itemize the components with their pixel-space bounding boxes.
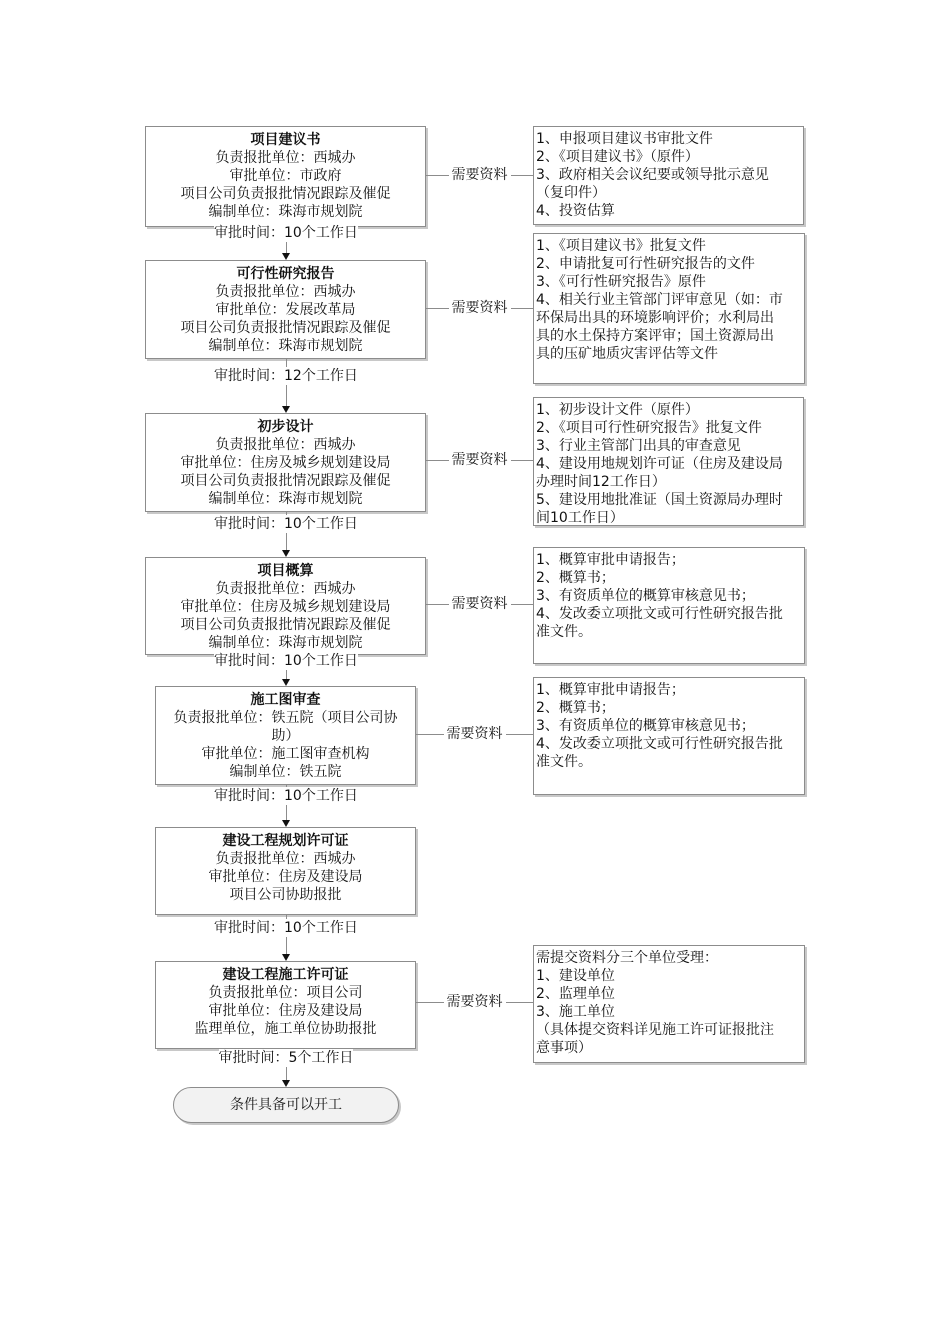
requirement-line: 1、初步设计文件（原件） bbox=[536, 402, 699, 418]
approval-time: 审批时间：5个工作日 bbox=[218, 1050, 354, 1066]
stage-detail-line: 负责报批单位：项目公司 bbox=[208, 985, 363, 1001]
requirement-line: 2、概算书； bbox=[536, 700, 615, 716]
requirement-line: 3、行业主管部门出具的审查意见 bbox=[536, 438, 741, 454]
stage-detail-line: 编制单位：珠海市规划院 bbox=[208, 204, 363, 220]
requirement-line: 4、投资估算 bbox=[536, 203, 615, 219]
connector-label: 需要资料 bbox=[444, 993, 506, 1011]
stage-detail-line: 负责报批单位：西城办 bbox=[215, 851, 356, 867]
requirement-line: 具的压矿地质灾害评估等文件 bbox=[536, 346, 718, 362]
connector-label: 需要资料 bbox=[449, 451, 511, 469]
requirement-line: 1、概算审批申请报告； bbox=[536, 552, 685, 568]
requirement-line: 具的水土保持方案评审；国土资源局出 bbox=[536, 328, 774, 344]
stage-detail-line: 审批单位：市政府 bbox=[229, 168, 342, 184]
requirement-line: 4、相关行业主管部门评审意见（如：市 bbox=[536, 292, 783, 308]
approval-time: 审批时间：10个工作日 bbox=[214, 788, 358, 804]
stage-detail-line: 负责报批单位：西城办 bbox=[215, 150, 356, 166]
stage-detail-line: 负责报批单位：西城办 bbox=[215, 437, 356, 453]
requirement-line: 3、施工单位 bbox=[536, 1004, 615, 1020]
requirement-line: 3、有资质单位的概算审核意见书； bbox=[536, 588, 755, 604]
requirements-box bbox=[533, 677, 805, 795]
requirement-line: 4、发改委立项批文或可行性研究报告批 bbox=[536, 606, 783, 622]
stage-detail-line: 项目公司负责报批情况跟踪及催促 bbox=[180, 186, 391, 202]
requirement-line: 2、申请批复可行性研究报告的文件 bbox=[536, 256, 755, 272]
stage-detail-line: 编制单位：珠海市规划院 bbox=[208, 338, 363, 354]
requirement-line: 1、建设单位 bbox=[536, 968, 615, 984]
stage-detail-line: 审批单位：住房及城乡规划建设局 bbox=[180, 455, 391, 471]
stage-detail-line: 项目公司负责报批情况跟踪及催促 bbox=[180, 617, 391, 633]
stage-detail-line: 审批单位：住房及城乡规划建设局 bbox=[180, 599, 391, 615]
requirement-line: 4、发改委立项批文或可行性研究报告批 bbox=[536, 736, 783, 752]
requirement-line: 1、申报项目建议书审批文件 bbox=[536, 131, 713, 147]
approval-time: 审批时间：10个工作日 bbox=[214, 516, 358, 532]
stage-detail-line: 负责报批单位：西城办 bbox=[215, 581, 356, 597]
stage-title: 项目概算 bbox=[257, 563, 314, 579]
requirement-line: （复印件） bbox=[536, 185, 606, 201]
requirement-line: 5、建设用地批准证（国土资源局办理时 bbox=[536, 492, 783, 508]
start-construction-terminal: 条件具备可以开工 bbox=[173, 1087, 399, 1123]
stage-detail-line: 项目公司负责报批情况跟踪及催促 bbox=[180, 473, 391, 489]
arrow-down-icon bbox=[282, 820, 290, 827]
requirement-line: 办理时间12工作日） bbox=[536, 474, 666, 490]
approval-time: 审批时间：10个工作日 bbox=[214, 920, 358, 936]
arrow-down-icon bbox=[282, 550, 290, 557]
connector-label: 需要资料 bbox=[449, 166, 511, 184]
stage-detail-line: 编制单位：珠海市规划院 bbox=[208, 491, 363, 507]
approval-time: 审批时间：10个工作日 bbox=[214, 225, 358, 241]
arrow-down-icon bbox=[282, 1080, 290, 1087]
requirements-box bbox=[533, 126, 804, 225]
stage-title: 初步设计 bbox=[257, 419, 314, 435]
stage-detail-line: 编制单位：铁五院 bbox=[229, 764, 342, 780]
connector-label: 需要资料 bbox=[449, 299, 511, 317]
stage-detail-line: 审批单位：住房及建设局 bbox=[208, 1003, 363, 1019]
stage-box bbox=[155, 827, 416, 915]
requirement-line: 环保局出具的环境影响评价；水利局出 bbox=[536, 310, 774, 326]
stage-title: 建设工程规划许可证 bbox=[222, 833, 349, 849]
stage-title: 施工图审查 bbox=[250, 692, 321, 708]
requirement-line: 2、概算书； bbox=[536, 570, 615, 586]
stage-box bbox=[145, 126, 426, 227]
arrow-down-icon bbox=[282, 679, 290, 686]
stage-box bbox=[145, 260, 426, 359]
requirements-box bbox=[533, 945, 805, 1063]
requirements-box bbox=[533, 547, 805, 664]
requirements-box bbox=[533, 233, 805, 384]
requirement-line: 2、监理单位 bbox=[536, 986, 615, 1002]
stage-detail-line: 项目公司协助报批 bbox=[229, 887, 342, 903]
stage-detail-line: 项目公司负责报批情况跟踪及催促 bbox=[180, 320, 391, 336]
stage-detail-line: 审批单位：施工图审查机构 bbox=[201, 746, 370, 762]
stage-detail-line: 编制单位：珠海市规划院 bbox=[208, 635, 363, 651]
requirement-line: （具体提交资料详见施工许可证报批注 bbox=[536, 1022, 774, 1038]
stage-box bbox=[155, 961, 416, 1049]
stage-box bbox=[145, 413, 426, 512]
approval-time: 审批时间：12个工作日 bbox=[214, 368, 358, 384]
requirement-line: 1、概算审批申请报告； bbox=[536, 682, 685, 698]
requirement-line: 3、《可行性研究报告》原件 bbox=[536, 274, 706, 290]
stage-title: 可行性研究报告 bbox=[236, 266, 335, 282]
requirement-line: 3、有资质单位的概算审核意见书； bbox=[536, 718, 755, 734]
connector-label: 需要资料 bbox=[449, 595, 511, 613]
requirement-line: 间10工作日） bbox=[536, 510, 624, 526]
requirement-line: 准文件。 bbox=[536, 624, 592, 640]
requirement-line: 4、建设用地规划许可证（住房及建设局 bbox=[536, 456, 783, 472]
stage-title: 项目建议书 bbox=[250, 132, 321, 148]
requirements-box bbox=[533, 397, 804, 526]
connector-label: 需要资料 bbox=[444, 725, 506, 743]
requirement-line: 2、《项目建议书》（原件） bbox=[536, 149, 699, 165]
stage-detail-line: 审批单位：住房及建设局 bbox=[208, 869, 363, 885]
stage-detail-line: 监理单位，施工单位协助报批 bbox=[194, 1021, 377, 1037]
requirement-line: 1、《项目建议书》批复文件 bbox=[536, 238, 706, 254]
stage-box bbox=[145, 557, 426, 655]
requirement-line: 意事项） bbox=[536, 1040, 592, 1056]
stage-detail-line: 负责报批单位：铁五院（项目公司协 bbox=[173, 710, 398, 726]
requirement-line: 需提交资料分三个单位受理： bbox=[536, 950, 718, 966]
stage-detail-line: 助） bbox=[271, 728, 300, 744]
arrow-down-icon bbox=[282, 253, 290, 260]
approval-time: 审批时间：10个工作日 bbox=[214, 653, 358, 669]
arrow-down-icon bbox=[282, 406, 290, 413]
requirement-line: 2、《项目可行性研究报告》批复文件 bbox=[536, 420, 762, 436]
stage-box bbox=[155, 686, 416, 785]
requirement-line: 3、政府相关会议纪要或领导批示意见 bbox=[536, 167, 769, 183]
stage-title: 建设工程施工许可证 bbox=[222, 967, 349, 983]
stage-detail-line: 审批单位：发展改革局 bbox=[215, 302, 356, 318]
requirement-line: 准文件。 bbox=[536, 754, 592, 770]
arrow-down-icon bbox=[282, 954, 290, 961]
stage-detail-line: 负责报批单位：西城办 bbox=[215, 284, 356, 300]
